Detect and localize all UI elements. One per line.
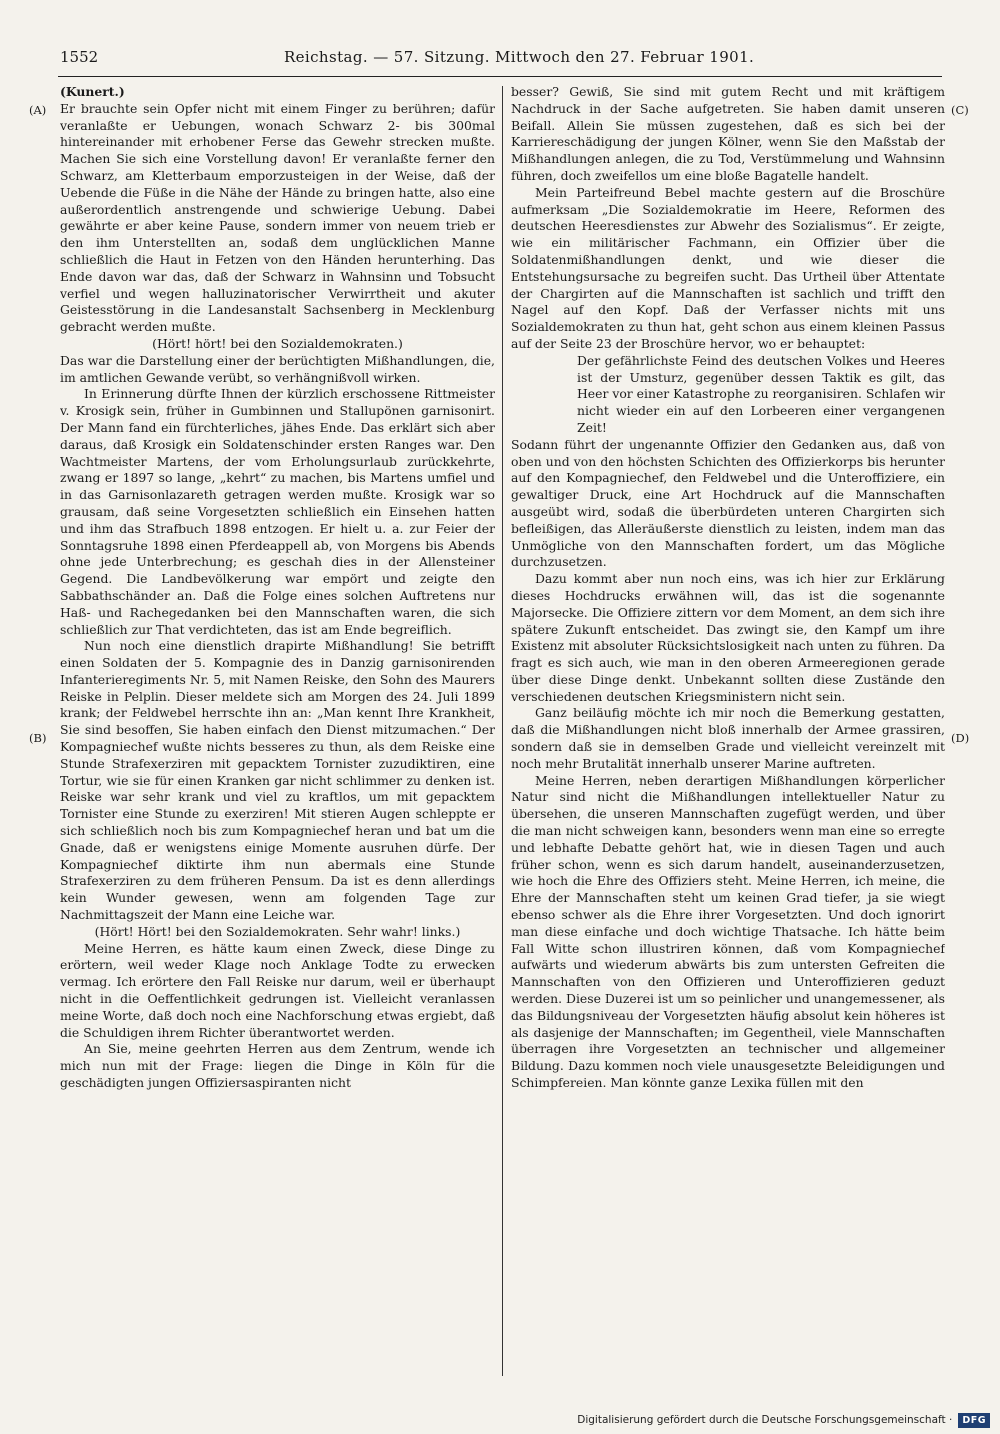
paragraph: (Hört! hört! bei den Sozialdemokraten.) [152, 335, 403, 351]
paragraph: Mein Parteifreund Bebel machte gestern auf die Broschüre aufmerksam „Die Sozialdemokratie im Heere, Reformen des deutschen Heeresdienstes zur Abwehr des Sozialismus“. Er zeigte, wie ein militärischer Fachmann, ein Offizier über die Soldatenmißhandlungen denkt, und wie dieser die Entstehungsursache zu begreifen sucht. Das Urtheil über Attentate der Chargirten auf die Mannschaften ist sachlich und trifft den Nagel auf den Kopf. Daß der Verfasser nichts mit uns Sozialdemokraten zu thun hat, geht schon aus einem kleinen Passus auf der Seite 23 der Broschüre hervor, wo er behauptet: [511, 184, 945, 351]
margin-marker-d: (D) [951, 731, 970, 745]
paragraph: Das war die Darstellung einer der berüchtigten Mißhandlungen, die, im amtlichen Gewande verübt, so verhängnißvoll wirken. [60, 352, 495, 385]
margin-marker-a: (A) [29, 103, 47, 117]
paragraph: Der gefährlichste Feind des deutschen Volkes und Heeres ist der Umsturz, gegenüber dessen Taktik es gilt, das Heer vor einer Katastrophe zu reorganisiren. Schlafen wir nicht wieder ein auf den Lorbeeren einer vergangenen Zeit! [577, 352, 945, 435]
right-column [511, 84, 945, 1354]
running-title: Reichstag. — 57. Sitzung. Mittwoch den 27. Februar 1901. [283, 48, 755, 66]
paragraph: Er brauchte sein Opfer nicht mit einem Finger zu berühren; dafür veranlaßte er Uebungen, wonach Schwarz 2- bis 300mal hintereinander mit erhobener Ferse das Gewehr strecken mußte. Machen Sie sich eine Vorstellung davon! Er veranlaßte ferner den Schwarz, am Kletterbaum emporzusteigen in der Weise, daß der Uebende die Füße in die Nähe der Hände zu bringen hatte, also eine außerordentlich anstrengende und schwierige Uebung. Dabei gewährte er aber keine Pause, sondern immer von neuem trieb er den ihm Unterstellten an, sodaß dem unglücklichen Manne schließlich die Haut in Fetzen von den Händen herunterhing. Das Ende davon war das, daß der Schwarz in Wahnsinn und Tobsucht verfiel und wegen halluzinatorischer Verwirrtheit und akuter Geistesstörung in die Landesanstalt Sachsenberg in Mecklenburg gebracht werden mußte. [60, 100, 495, 335]
dfg-logo: DFG [958, 1413, 990, 1428]
paragraph: Ganz beiläufig möchte ich mir noch die Bemerkung gestatten, daß die Mißhandlungen nicht bloß innerhalb der Armee grassiren, sondern daß sie in demselben Grade und vielleicht vereinzelt mit noch mehr Brutalität innerhalb unserer Marine auftreten. [511, 705, 945, 771]
left-column [60, 84, 495, 1354]
paragraph: Dazu kommt aber nun noch eins, was ich hier zur Erklärung dieses Hochdrucks erwähnen will, das ist die sogenannte Majorsecke. Die Offiziere zittern vor dem Moment, an dem sich ihre spätere Zukunft entscheidet. Das zwingt sie, den Kampf um ihre Existenz mit absoluter Rücksichtslosigkeit nach unten zu führen. Da fragt es sich auch, wie man in den oberen Armeeregionen gerade über diese Dinge denkt. Unbekannt sollten diese Zustände den verschiedenen deutschen Kriegsministern nicht sein. [511, 571, 945, 704]
paragraph: An Sie, meine geehrten Herren aus dem Zentrum, wende ich mich nun mit der Frage: liegen die Dinge in Köln für die geschädigten jungen Offiziersaspiranten nicht [60, 1041, 495, 1091]
paragraph: (Hört! Hört! bei den Sozialdemokraten. Sehr wahr! links.) [94, 923, 461, 939]
paragraph: Meine Herren, neben derartigen Mißhandlungen körperlicher Natur sind nicht die Mißhandlungen intellektueller Natur zu übersehen, die unseren Mannschaften zugefügt werden, und über die man nicht schweigen kann, besonders wenn man eine so erregte und lebhafte Debatte gehört hat, wie in diesen Tagen und auch früher schon, wenn es sich darum handelt, auseinanderzusetzen, wie hoch die Ehre des Offiziers steht. Meine Herren, ich meine, die Ehre der Mannschaften steht um keinen Grad tiefer, ja sie wiegt ebenso schwer als die Ehre ihrer Vorgesetzten. Und doch ignorirt man diese einfache und doch wichtige Thatsache. Ich hätte beim Fall Witte schon illustriren können, daß vom Kompagniechef aufwärts und wiederum abwärts bis zum untersten Gefreiten die Mannschaften von den Offizieren und Unteroffizieren geduzt werden. Diese Duzerei ist um so peinlicher und unangemessener, als das Bildungsniveau der Vorgesetzten häufig absolut kein höheres ist als dasjenige der Mannschaften; im Gegentheil, viele Mannschaften überragen ihre Vorgesetzten an technischer und allgemeiner Bildung. Dazu kommen noch viele unausgesetzte Beleidigungen und Schimpfereien. Man könnte ganze Lexika füllen mit den [511, 772, 945, 1091]
paragraph: Meine Herren, es hätte kaum einen Zweck, diese Dinge zu erörtern, weil weder Klage noch Anklage Todte zu erwecken vermag. Ich erörtere den Fall Reiske nur darum, weil er überhaupt nicht in die Oeffentlichkeit gedrungen ist. Vielleicht veranlassen meine Worte, daß doch noch eine Nachforschung etwas ergiebt, daß die Schuldigen ihrem Richter überantwortet werden. [60, 940, 495, 1040]
paragraph: In Erinnerung dürfte Ihnen der kürzlich erschossene Rittmeister v. Krosigk sein, früher in Gumbinnen und Stallupönen garnisonirt. Der Mann fand ein fürchterliches, jähes Ende. Das erklärt sich aber daraus, daß Krosigk ein Soldatenschinder ersten Ranges war. Den Wachtmeister Martens, der vom Erholungsurlaub zurückkehrte, zwang er 1897 so lange, „kehrt“ zu machen, bis Martens umfiel und in das Garnisonlazareth getragen werden mußte. Krosigk war so grausam, daß seine Vorgesetzten schließlich ein Einsehen hatten und ihm das Strafbuch 1898 entzogen. Er hielt u. a. zur Feier der Sonntagsruhe 1898 einen Pferdeappell ab, von Morgens bis Abends ohne jede Unterbrechung; es geschah dies in der Allensteiner Gegend. Die Landbevölkerung war empört und zeigte den Sabbathschänder an. Daß die Folge eines solchen Auftretens nur Haß- und Rachegedanken bei den Mannschaften waren, die sich schließlich zur That verdichteten, das ist am Ende begreiflich. [60, 386, 495, 637]
paragraph: Nun noch eine dienstlich drapirte Mißhandlung! Sie betrifft einen Soldaten der 5. Kompagnie des in Danzig garnisonirenden Infanterieregiments Nr. 5, mit Namen Reiske, den Sohn des Maurers Reiske in Pelplin. Dieser meldete sich am Morgen des 24. Juli 1899 krank; der Feldwebel herrschte ihn an: „Man kennt Ihre Krankheit, Sie sind besoffen, Sie haben einfach den Dienst mitzumachen.“ Der Kompagniechef wußte nichts besseres zu thun, als dem Reiske eine Stunde Strafexerziren mit gepacktem Tornister zuzudiktiren, eine Tortur, wie sie für einen Kranken gar nicht schlimmer zu denken ist. Reiske war sehr krank und viel zu kraftlos, um mit gepacktem Tornister eine Stunde zu exerziren! Mit stieren Augen schleppte er sich schließlich noch bis zum Kompagniechef heran und bat um die Gnade, daß er wenigstens einige Momente ausruhen dürfe. Der Kompagniechef diktirte ihm nun abermals eine Stunde Strafexerziren zu dem früheren Pensum. Da ist es denn allerdings kein Wunder gewesen, wenn am folgenden Tage zur Nachmittagszeit der Mann eine Leiche war. [60, 638, 495, 923]
page-number: 1552 [60, 48, 99, 66]
footer [577, 1408, 990, 1432]
header-rule [58, 76, 942, 77]
margin-marker-b: (B) [29, 731, 47, 745]
footer-text: Digitalisierung gefördert durch die Deutsche Forschungsgemeinschaft · [577, 1414, 953, 1426]
paragraph: besser? Gewiß, Sie sind mit gutem Recht und mit kräftigem Nachdruck in der Sache aufgetreten. Sie haben damit unseren Beifall. Allein Sie müssen zugestehen, daß es sich bei der Karriereschädigung der jungen Kölner, wenn Sie den Maßstab der Mißhandlungen anlegen, die zu Tod, Verstümmelung und Wahnsinn führen, doch zweifellos um eine bloße Bagatelle handelt. [511, 84, 945, 183]
margin-marker-c: (C) [951, 103, 969, 117]
speaker-name: (Kunert.) [60, 84, 125, 99]
paragraph: Sodann führt der ungenannte Offizier den Gedanken aus, daß von oben und von den höchsten Schichten des Offizierkorps bis herunter auf den Kompagniechef, den Feldwebel und die Unteroffiziere, ein gewaltiger Druck, eine Art Hochdruck auf die Mannschaften ausgeübt wird, sodaß die überbürdeten unteren Chargirten sich befleißigen, das Alleräußerste dienstlich zu leisten, indem man das Unmögliche von den Mannschaften fordert, um das Mögliche durchzusetzen. [511, 436, 945, 570]
column-divider [502, 86, 503, 1376]
page-header [60, 48, 940, 74]
